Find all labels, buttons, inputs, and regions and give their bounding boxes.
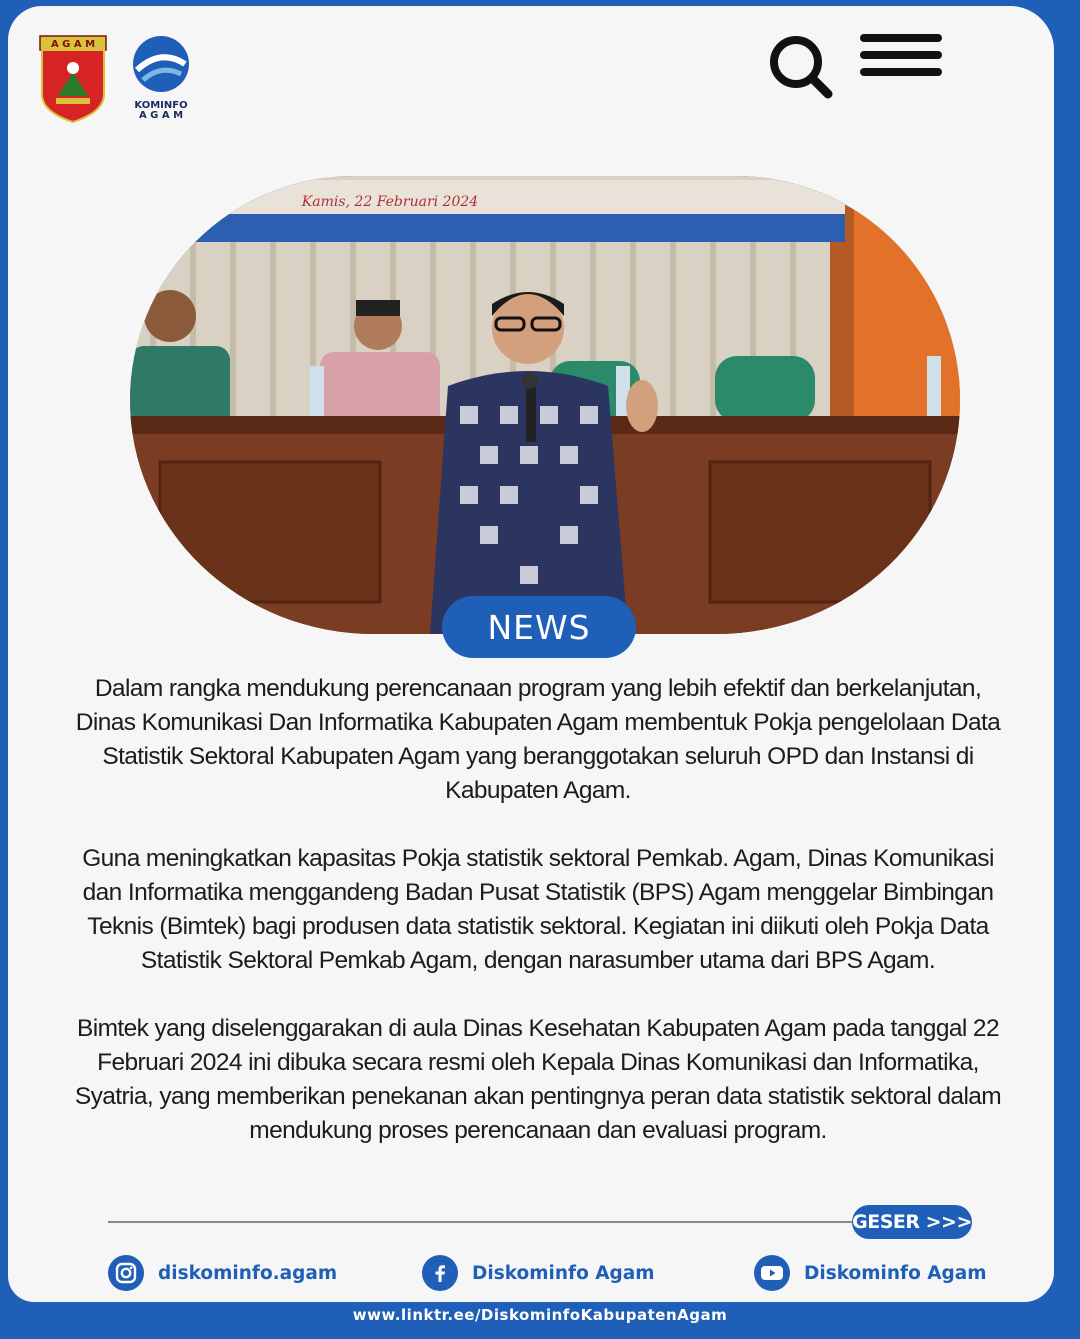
youtube-icon [754,1255,790,1291]
post-card [8,6,1054,1302]
linktree-url[interactable]: www.linktr.ee/DiskominfoKabupatenAgam [352,1306,728,1324]
hamburger-menu-icon[interactable] [860,34,942,88]
divider [108,1221,868,1223]
youtube-link[interactable] [754,1254,987,1292]
article-body [68,672,1008,1182]
agam-crest-text: A G A M [50,39,96,50]
kominfo-agam-logo [124,34,198,126]
facebook-page-name: Diskominfo Agam [472,1262,655,1284]
youtube-channel-name: Diskominfo Agam [804,1262,987,1284]
menu-bar [860,51,942,59]
article-paragraph: Bimtek yang diselenggarakan di aula Dinas Kesehatan Kabupaten Agam pada tanggal 22 Februari 2024 ini dibuka secara resmi oleh Kepala Dinas Komunikasi dan Informatika, Syatria, yang memberikan penekanan akan pentingnya peran data statistik sektoral dalam mendukung proses perencanaan dan evaluasi program. [74,1015,1002,1144]
banner-date-text: Kamis, 22 Februari 2024 [301,194,479,210]
menu-bar [860,68,942,76]
instagram-handle: diskominfo.agam [158,1262,338,1284]
agam-crest-logo [38,34,108,124]
next-slide-button[interactable]: GESER >>> [852,1205,972,1239]
kominfo-logo-text: KOMINFO A G A M [134,100,188,121]
instagram-icon [108,1255,144,1291]
facebook-icon [422,1255,458,1291]
instagram-link[interactable] [108,1254,337,1292]
article-paragraph: Guna meningkatkan kapasitas Pokja statistik sektoral Pemkab. Agam, Dinas Komunikasi dan Informatika menggandeng Badan Pusat Statistik (BPS) Agam menggelar Bimbingan Teknis (Bimtek) bagi produsen data statistik sektoral. Kegiatan ini diikuti oleh Pokja Data Statistik Sektoral Pemkab Agam, dengan narasumber utama dari BPS Agam. [82,845,994,974]
article-paragraph: Dalam rangka mendukung perencanaan program yang lebih efektif dan berkelanjutan, Dinas Komunikasi Dan Informatika Kabupaten Agam membentuk Pokja pengelolaan Data Statistik Sektoral Kabupaten Agam yang beranggotakan seluruh OPD dan Instansi di Kabupaten Agam. [75,675,1001,804]
news-badge: NEWS [442,596,636,658]
search-icon[interactable] [766,32,836,102]
facebook-link[interactable] [422,1254,655,1292]
event-photo [130,176,960,634]
menu-bar [860,34,942,42]
